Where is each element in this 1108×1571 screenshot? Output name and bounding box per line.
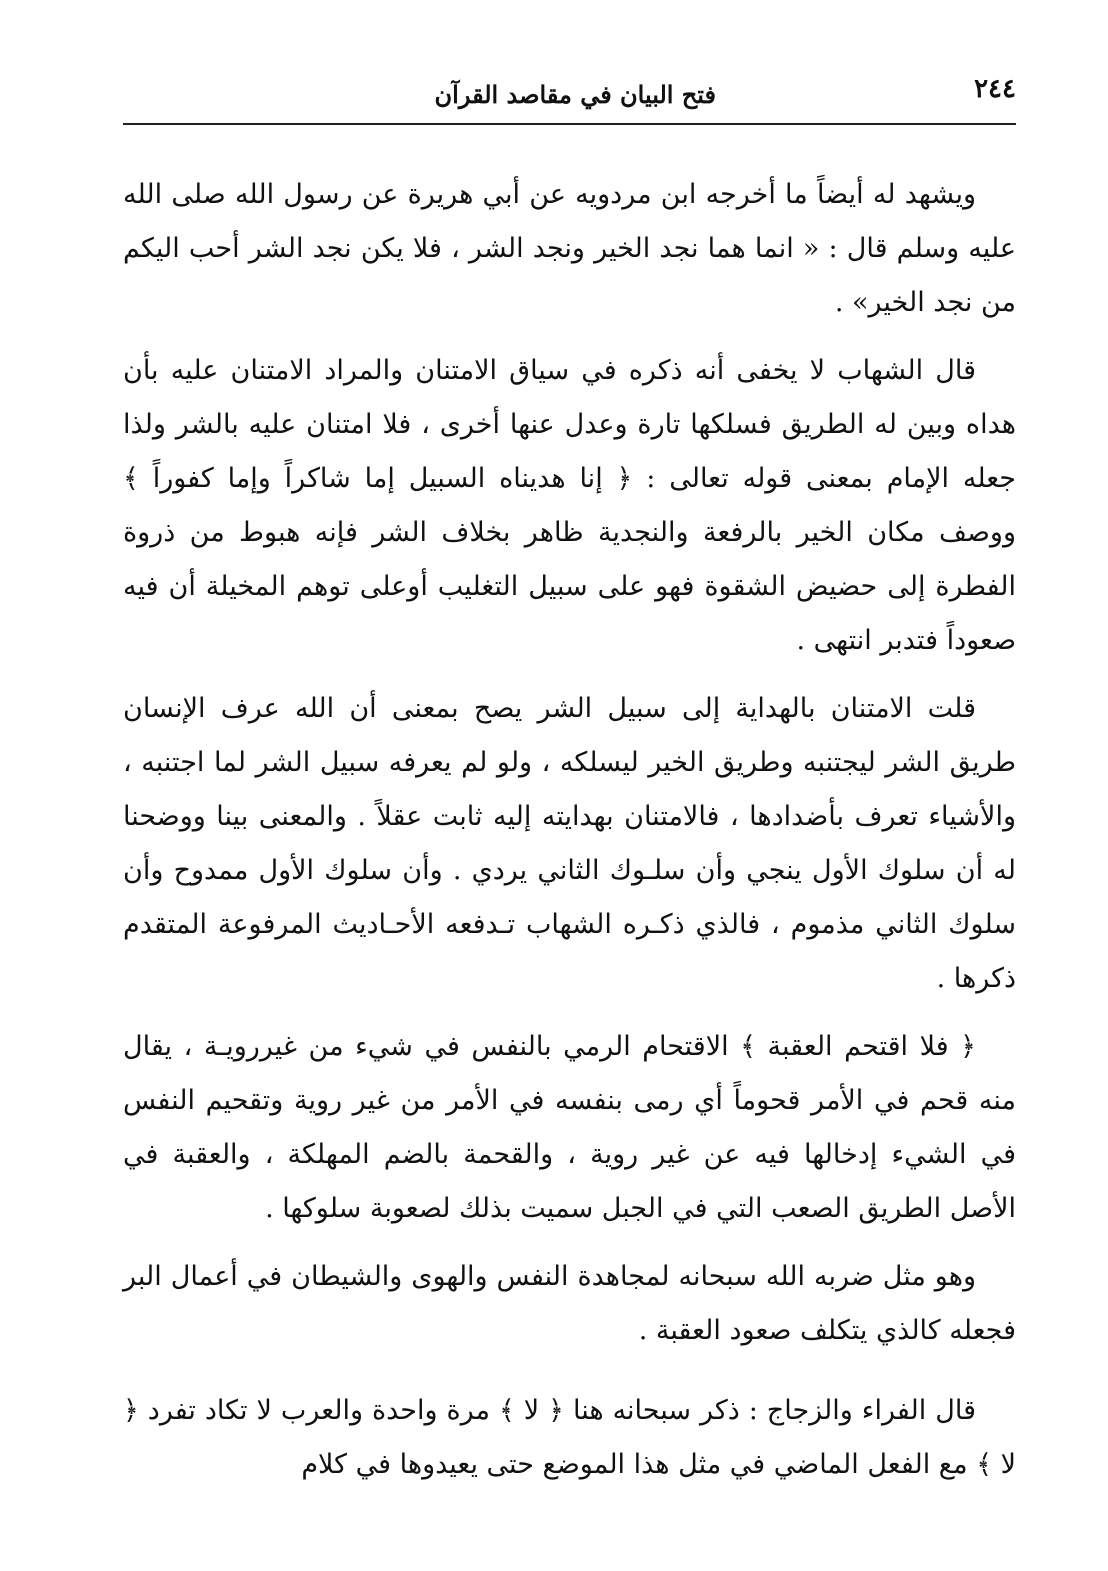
header-rule: [123, 123, 1016, 125]
paragraph-3: قلت الامتنان بالهداية إلى سبيل الشر يصح بمعنى أن الله عرف الإنسان طريق الشر ليجتنبه وطريق الخير ليسلكه ، ولو لم يعرفه سبيل الشر لما اجتنبه ، والأشياء تعرف بأضدادها ، فالامتنان بهدايته إليه ثابت عقلاً . والمعنى بينا ووضحنا له أن سلوك الأول ينجي وأن سلـوك الثاني يردي . وأن سلوك الأول ممدوح وأن سلوك الثاني مذموم ، فالذي ذكـره الشهاب تـدفعه الأحـاديث المرفوعة المتقدم ذكرها .: [123, 693, 1016, 994]
body-text: [123, 168, 1016, 1506]
paragraph-1: ويشهد له أيضاً ما أخرجه ابن مردويه عن أبي هريرة عن رسول الله صلى الله عليه وسلم قال : « انما هما نجد الخير ونجد الشر ، فلا يكن نجد الشر أحب اليكم من نجد الخير» .: [123, 179, 1016, 318]
paragraph-2: قال الشهاب لا يخفى أنه ذكره في سياق الامتنان والمراد الامتنان عليه بأن هداه وبين له الطريق فسلكها تارة وعدل عنها أخرى ، فلا امتنان عليه بالشر ولذا جعله الإمام بمعنى قوله تعالى : ﴿ إنا هديناه السبيل إما شاكراً وإما كفوراً ﴾ ووصف مكان الخير بالرفعة والنجدية ظاهر بخلاف الشر فإنه هبوط من ذروة الفطرة إلى حضيض الشقوة فهو على سبيل التغليب أوعلى توهم المخيلة أن فيه صعوداً فتدبر انتهى .: [123, 355, 1016, 656]
paragraph-6: قال الفراء والزجاج : ذكر سبحانه هنا ﴿ لا ﴾ مرة واحدة والعرب لا تكاد تفرد ﴿ لا ﴾ مع الفعل الماضي في مثل هذا الموضع حتى يعيدوها في كلام: [123, 1395, 1016, 1480]
running-title: فتح البيان في مقاصد القرآن: [434, 80, 716, 109]
page-header: [123, 70, 1016, 120]
paragraph-5: وهو مثل ضربه الله سبحانه لمجاهدة النفس والهوى والشيطان في أعمال البر فجعله كالذي يتكلف صعود العقبة .: [123, 1261, 1016, 1346]
paragraph-4: ﴿ فلا اقتحم العقبة ﴾ الاقتحام الرمي بالنفس في شيء من غيررويـة ، يقال منه قحم في الأمر قحوماً أي رمى بنفسه في الأمر من غير روية وتقحيم النفس في الشيء إدخالها فيه عن غير روية ، والقحمة بالضم المهلكة ، والعقبة في الأصل الطريق الصعب التي في الجبل سميت بذلك لصعوبة سلوكها .: [123, 1031, 1016, 1224]
page-number: ٢٤٤: [974, 74, 1016, 104]
